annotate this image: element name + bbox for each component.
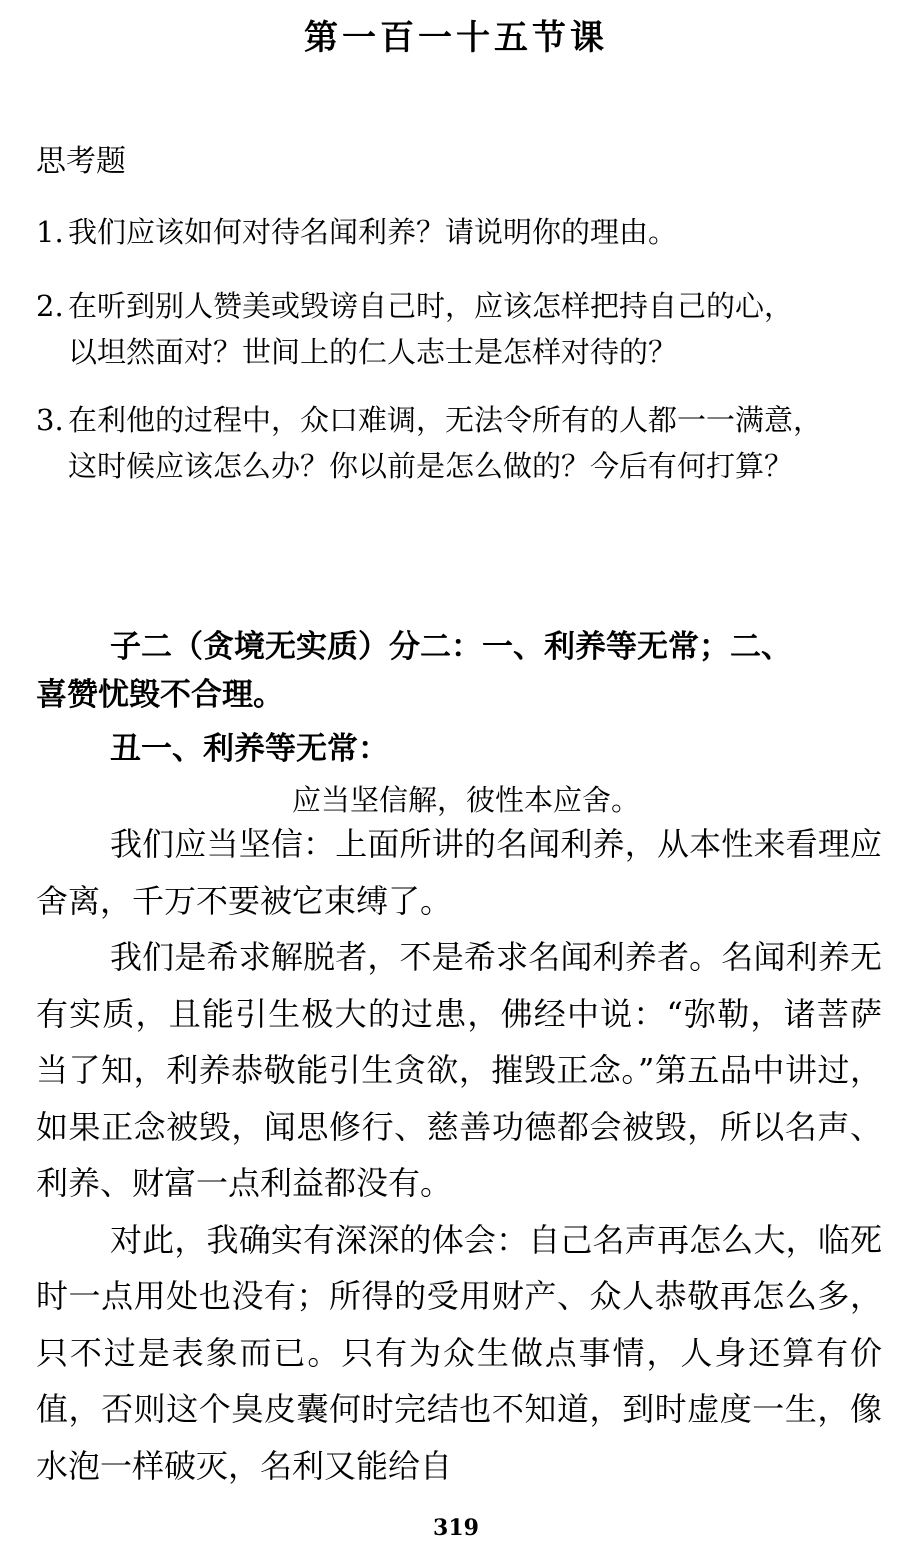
question-text: 我们应该如何对待名闻利养？请说明你的理由。 bbox=[68, 215, 678, 249]
question-number: 1. bbox=[36, 215, 64, 249]
question-3 bbox=[36, 397, 886, 489]
paragraph: 我们应当坚信：上面所讲的名闻利养，从本性来看理应舍离，千万不要被它束缚了。 bbox=[36, 825, 882, 920]
lesson-title: 第一百一十五节课 bbox=[304, 18, 608, 58]
question-text-continued: 这时候应该怎么办？你以前是怎么做的？今后有何打算？ bbox=[68, 449, 794, 483]
paragraph: 我们是希求解脱者，不是希求名闻利养者。名闻利养无有实质，且能引生极大的过患，佛经中说：“弥勒，诸菩萨当了知，利养恭敬能引生贪欲，摧毁正念。”第五品中讲过，如果正念被毁，闻思修行、慈善功德都会被毁，所以名声、利养、财富一点利益都没有。 bbox=[36, 938, 882, 1202]
subsection-heading: 丑一、利养等无常： bbox=[110, 731, 389, 767]
section-heading-line1: 子二（贪境无实质）分二：一、利养等无常；二、 bbox=[110, 629, 792, 665]
question-number: 2. bbox=[36, 289, 64, 323]
section-heading-line2: 喜赞忧毁不合理。 bbox=[36, 677, 284, 713]
questions-heading: 思考题 bbox=[36, 144, 126, 179]
question-2 bbox=[36, 283, 886, 375]
verse-line: 应当坚信解，彼性本应舍。 bbox=[291, 783, 640, 817]
question-text: 在听到别人赞美或毁谤自己时，应该怎样把持自己的心， bbox=[68, 289, 794, 323]
question-text-continued: 以坦然面对？世间上的仁人志士是怎样对待的？ bbox=[68, 335, 678, 369]
commentary-body bbox=[36, 816, 882, 1494]
question-1 bbox=[36, 209, 886, 255]
question-text: 在利他的过程中，众口难调，无法令所有的人都一一满意， bbox=[68, 403, 823, 437]
paragraph: 对此，我确实有深深的体会：自己名声再怎么大，临死时一点用处也没有；所得的受用财产、众人恭敬再怎么多，只不过是表象而已。只有为众生做点事情，人身还算有价值，否则这个臭皮囊何时完结也不知道，到时虚度一生，像水泡一样破灭，名利又能给自 bbox=[36, 1220, 882, 1485]
question-number: 3. bbox=[36, 403, 64, 437]
page-number: 319 bbox=[433, 1515, 479, 1541]
